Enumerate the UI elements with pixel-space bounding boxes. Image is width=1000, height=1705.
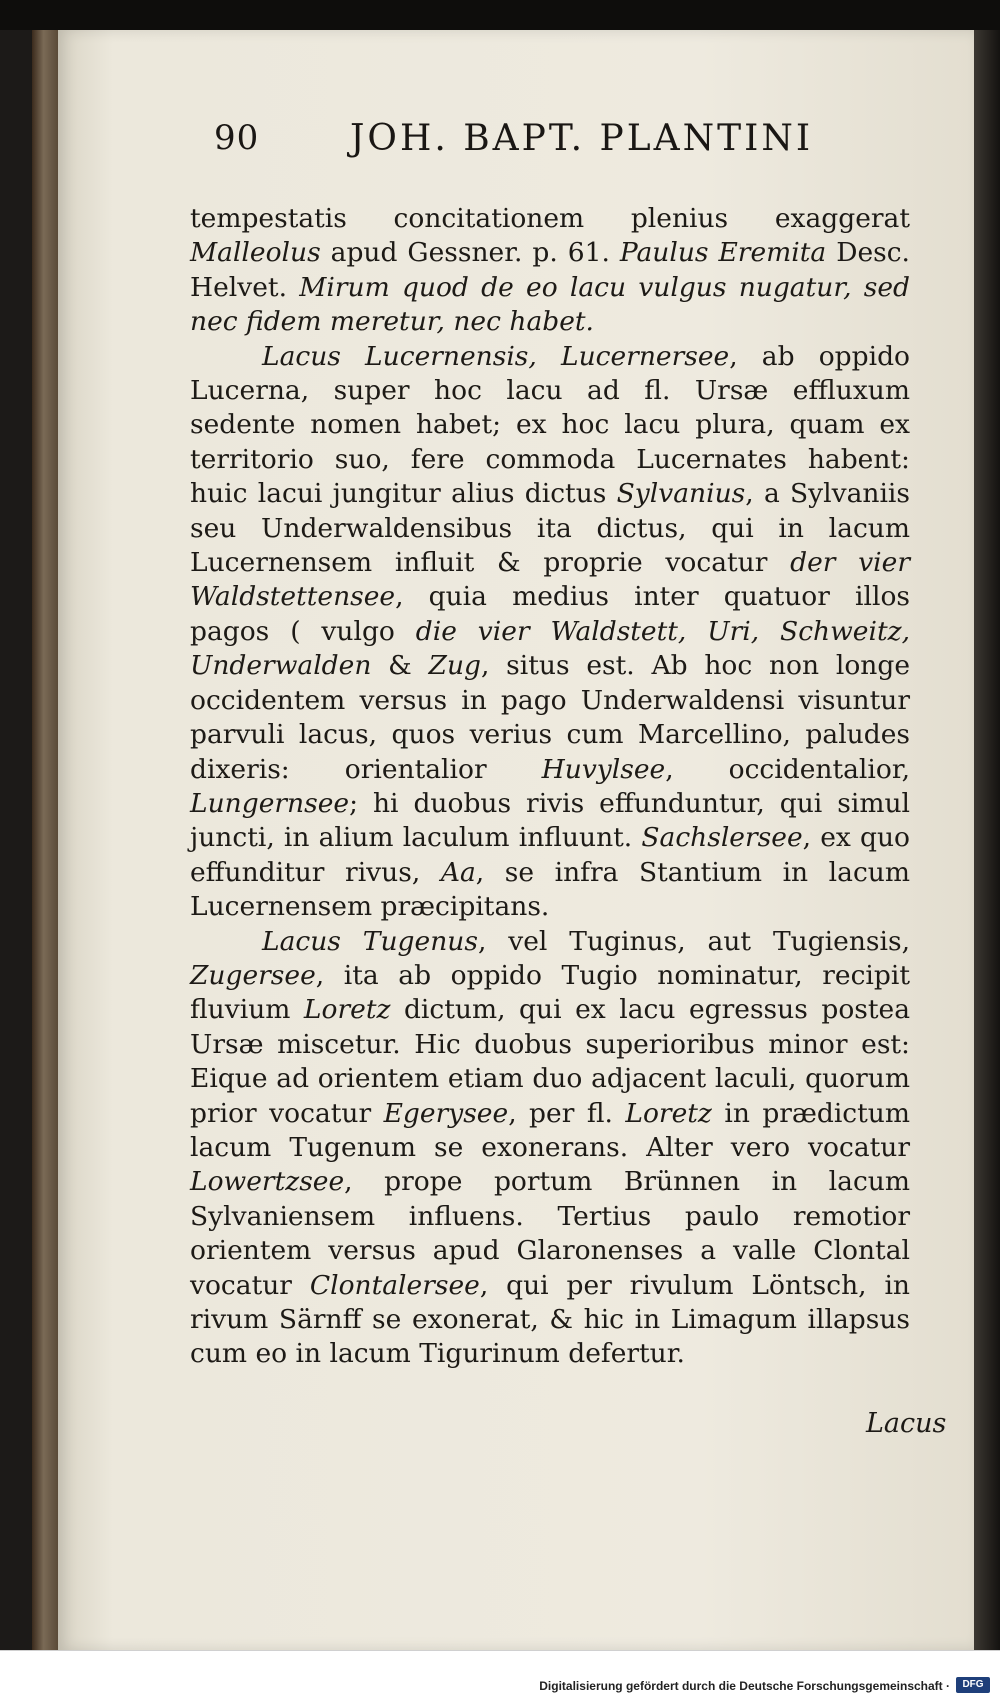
page-number: 90 xyxy=(214,118,260,158)
paragraph-2 xyxy=(190,340,910,925)
italic-name: Egerysee xyxy=(383,1097,509,1129)
paragraph-3 xyxy=(190,925,910,1372)
book-spine-edge xyxy=(32,30,58,1650)
text-span: apud Gessner. p. 61. xyxy=(320,237,620,269)
digitization-footer xyxy=(0,1650,1000,1705)
page-right-shadow xyxy=(974,30,1000,1650)
text-span: , per fl. xyxy=(508,1097,626,1129)
text-span: , quia medius inter quatuor illos pagos ( vulgo xyxy=(190,581,910,647)
italic-name: Sachslersee xyxy=(641,822,803,854)
italic-name: der vier Waldstettensee xyxy=(190,547,910,613)
italic-name: Zugersee xyxy=(190,959,316,991)
text-span: ; hi duobus rivis effunduntur, qui simul juncti, in alium laculum influunt. xyxy=(190,787,910,854)
italic-name: Lungernsee xyxy=(190,787,350,819)
italic-name: Aa xyxy=(440,856,476,888)
text-span: , situs est. Ab hoc non longe occidentem versus in pago Underwaldensi visuntur parvuli lacus, quos verius cum Marcellino, paludes dixeris: orientalior xyxy=(190,650,910,785)
text-span: in prædictum lacum Tugenum se exonerans. Alter vero vocatur xyxy=(190,1097,910,1163)
body-text xyxy=(190,202,910,1372)
text-span: , vel Tuginus, aut Tugiensis, xyxy=(477,925,910,957)
italic-name: Clontalersee xyxy=(309,1269,480,1301)
text-span: , occidentalior, xyxy=(665,753,910,785)
text-span: dictum, qui ex lacu egressus postea Ursæ miscetur. Hic duobus superioribus minor est: Eique ad orientem etiam duo adjacent laculi, quorum prior vocatur xyxy=(190,994,910,1129)
italic-name: Loretz xyxy=(625,1097,712,1129)
text-span: , prope portum Brünnen in lacum Sylvaniensem influens. Tertius paulo remotior orientem versus apud Glaronenses a valle Clontal vocatur xyxy=(190,1166,910,1301)
text-span: tempestatis concitationem plenius exaggerat xyxy=(190,203,910,234)
text-span: , qui per rivulum Löntsch, in rivum Särnff se exonerat, & hic in Limagum illapsus cum eo in lacum Tigurinum defertur. xyxy=(190,1269,911,1370)
italic-quote: Mirum quod de eo lacu vulgus nugatur, sed nec fidem meretur, nec habet. xyxy=(190,271,910,338)
italic-name: Paulus Eremita xyxy=(619,237,827,269)
running-title: JOH. BAPT. PLANTINI xyxy=(350,118,814,159)
italic-name: Loretz xyxy=(303,994,391,1026)
text-span: , ex quo effunditur rivus, xyxy=(190,822,910,888)
italic-name: Sylvanius xyxy=(616,478,746,510)
catchword: Lacus xyxy=(866,1408,947,1439)
italic-name: Huvylsee xyxy=(541,753,666,785)
text-span: , ita ab oppido Tugio nominatur, recipit fluvium xyxy=(190,959,910,1026)
text-span: & xyxy=(371,650,429,682)
italic-name: Lowertzsee xyxy=(190,1166,345,1198)
paragraph-1 xyxy=(190,202,910,340)
text-span: , ab oppido Lucerna, super hoc lacu ad fl. Ursæ effluxum sedente nomen habet; ex hoc lacu plura, quam ex territorio suo, fere commoda Lucernates habent: huic lacui jungitur alius dictus xyxy=(190,340,911,510)
italic-name: Zug xyxy=(428,650,481,682)
dfg-logo[interactable]: DFG xyxy=(956,1677,990,1693)
italic-name: Lacus Lucernensis, Lucernersee xyxy=(262,340,730,372)
italic-name: die vier Waldstett, Uri, Schweitz, Underwalden xyxy=(190,615,910,682)
italic-name: Lacus Tugenus xyxy=(262,925,478,957)
funding-credit: Digitalisierung gefördert durch die Deutsche Forschungsgemeinschaft · xyxy=(539,1679,950,1693)
text-span: , a Sylvaniis seu Underwaldensibus ita dictus, qui in lacum Lucernensem influit & proprie vocatur xyxy=(190,478,910,579)
scan-top-border xyxy=(0,0,1000,30)
running-head xyxy=(152,118,822,178)
text-span: Desc. Helvet. xyxy=(190,237,910,303)
italic-name: Malleolus xyxy=(190,237,321,269)
text-span: , se infra Stantium in lacum Lucernensem præcipitans. xyxy=(190,856,910,923)
